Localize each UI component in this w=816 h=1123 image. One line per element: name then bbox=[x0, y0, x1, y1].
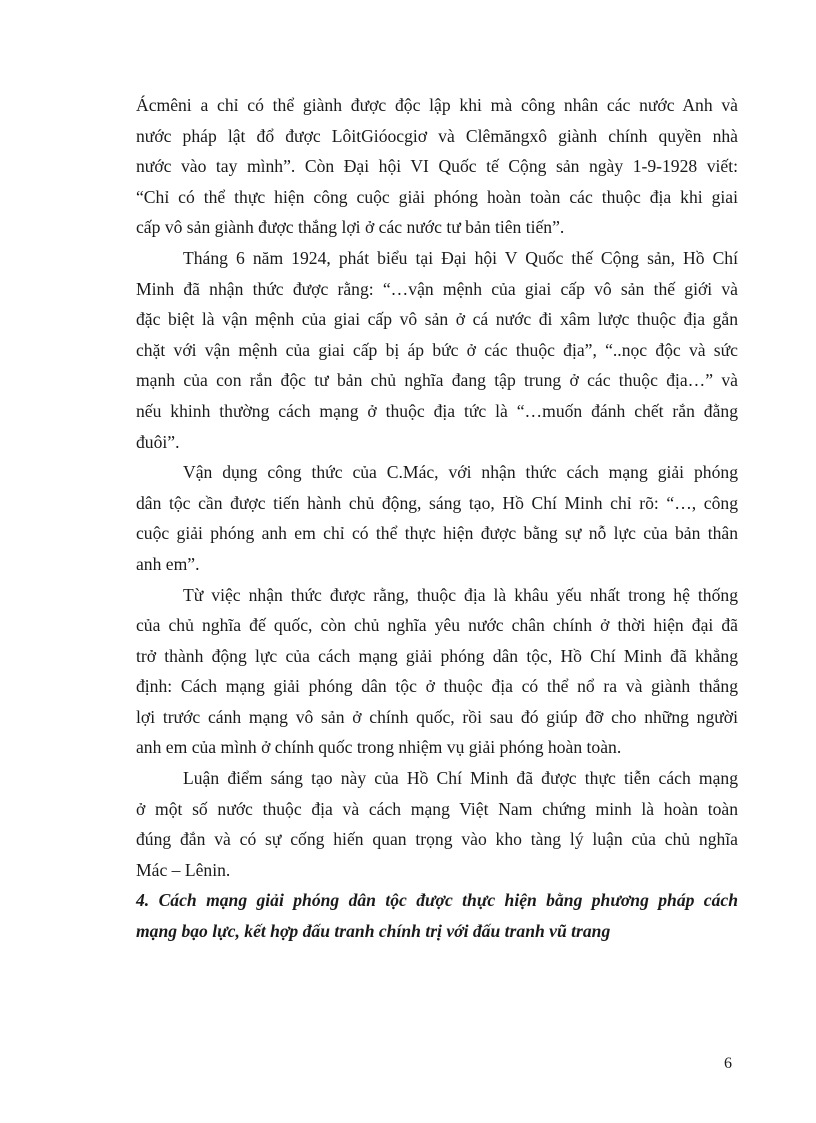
page-body bbox=[136, 90, 738, 947]
section-heading bbox=[136, 885, 738, 946]
text-line: anh em của mình ở chính quốc trong nhiệm vụ giải phóng hoàn toàn. bbox=[136, 737, 622, 758]
heading-line: mạng bạo lực, kết hợp đấu tranh chính trị với đấu tranh vũ trang bbox=[136, 921, 611, 942]
text-line: “Chỉ có thể thực hiện công cuộc giải phóng hoàn toàn các thuộc địa khi giai bbox=[136, 186, 738, 207]
text-line: Mác – Lênin. bbox=[136, 859, 231, 880]
paragraph-c-mac bbox=[136, 457, 738, 579]
text-line: anh em”. bbox=[136, 553, 200, 574]
text-line: đúng đắn và có sự cống hiến quan trọng vào kho tàng lý luận của chủ nghĩa bbox=[136, 829, 738, 850]
text-line: dân tộc cần được tiến hành chủ động, sáng tạo, Hồ Chí Minh chỉ rõ: “…, công bbox=[136, 492, 738, 513]
text-line: Ácmêni a chỉ có thể giành được độc lập khi mà công nhân các nước Anh và bbox=[136, 95, 738, 115]
text-line: nếu khinh thường cách mạng ở thuộc địa tức là “…muốn đánh chết rắn đằng bbox=[136, 400, 738, 421]
text-line: cuộc giải phóng anh em chỉ có thể thực hiện được bằng sự nỗ lực của bản thân bbox=[136, 523, 738, 544]
text-line: nước vào tay mình”. Còn Đại hội VI Quốc tế Cộng sản ngày 1-9-1928 viết: bbox=[136, 156, 738, 177]
text-line: định: Cách mạng giải phóng dân tộc ở thuộc địa có thể nổ ra và giành thắng bbox=[136, 676, 738, 697]
text-line: Minh đã nhận thức được rằng: “…vận mệnh của giai cấp vô sản thế giới và bbox=[136, 278, 738, 299]
text-line: chặt với vận mệnh của giai cấp bị áp bức ở các thuộc địa”, “..nọc độc và sức bbox=[136, 339, 738, 360]
text-line: nước pháp lật đổ được LôitGióocgiơ và Clêmăngxô giành chính quyền nhà bbox=[136, 125, 738, 146]
text-line: mạnh của con rắn độc tư bản chủ nghĩa đang tập trung ở các thuộc địa…” và bbox=[136, 370, 738, 391]
paragraph-creative-thesis bbox=[136, 763, 738, 885]
text-line: của chủ nghĩa đế quốc, còn chủ nghĩa yêu nước chân chính ở thời hiện đại đã bbox=[136, 615, 738, 636]
text-line: đuôi”. bbox=[136, 431, 180, 452]
paragraph-june-1924 bbox=[136, 243, 738, 457]
paragraph-continuation bbox=[136, 90, 738, 243]
text-line: Từ việc nhận thức được rằng, thuộc địa là khâu yếu nhất trong hệ thống bbox=[183, 584, 738, 605]
text-line: ở một số nước thuộc địa và cách mạng Việt Nam chứng minh là hoàn toàn bbox=[136, 798, 738, 819]
text-line: trở thành động lực của cách mạng giải phóng dân tộc, Hồ Chí Minh đã khẳng bbox=[136, 645, 738, 666]
paragraph-colonies bbox=[136, 580, 738, 764]
text-line: cấp vô sản giành được thắng lợi ở các nước tư bản tiên tiến”. bbox=[136, 217, 565, 238]
text-line: lợi trước cánh mạng vô sản ở chính quốc, rồi sau đó giúp đỡ cho những người bbox=[136, 706, 738, 727]
text-line: đặc biệt là vận mệnh của giai cấp vô sản ở cá nước đi xâm lược thuộc địa gắn bbox=[136, 309, 738, 330]
heading-line: 4. Cách mạng giải phóng dân tộc được thực hiện bằng phương pháp cách bbox=[136, 890, 738, 911]
text-line: Tháng 6 năm 1924, phát biểu tại Đại hội V Quốc thế Cộng sản, Hồ Chí bbox=[183, 247, 738, 268]
text-line: Luận điểm sáng tạo này của Hồ Chí Minh đã được thực tiễn cách mạng bbox=[183, 768, 738, 789]
text-line: Vận dụng công thức của C.Mác, với nhận thức cách mạng giải phóng bbox=[183, 462, 738, 483]
page-number: 6 bbox=[724, 1055, 732, 1072]
